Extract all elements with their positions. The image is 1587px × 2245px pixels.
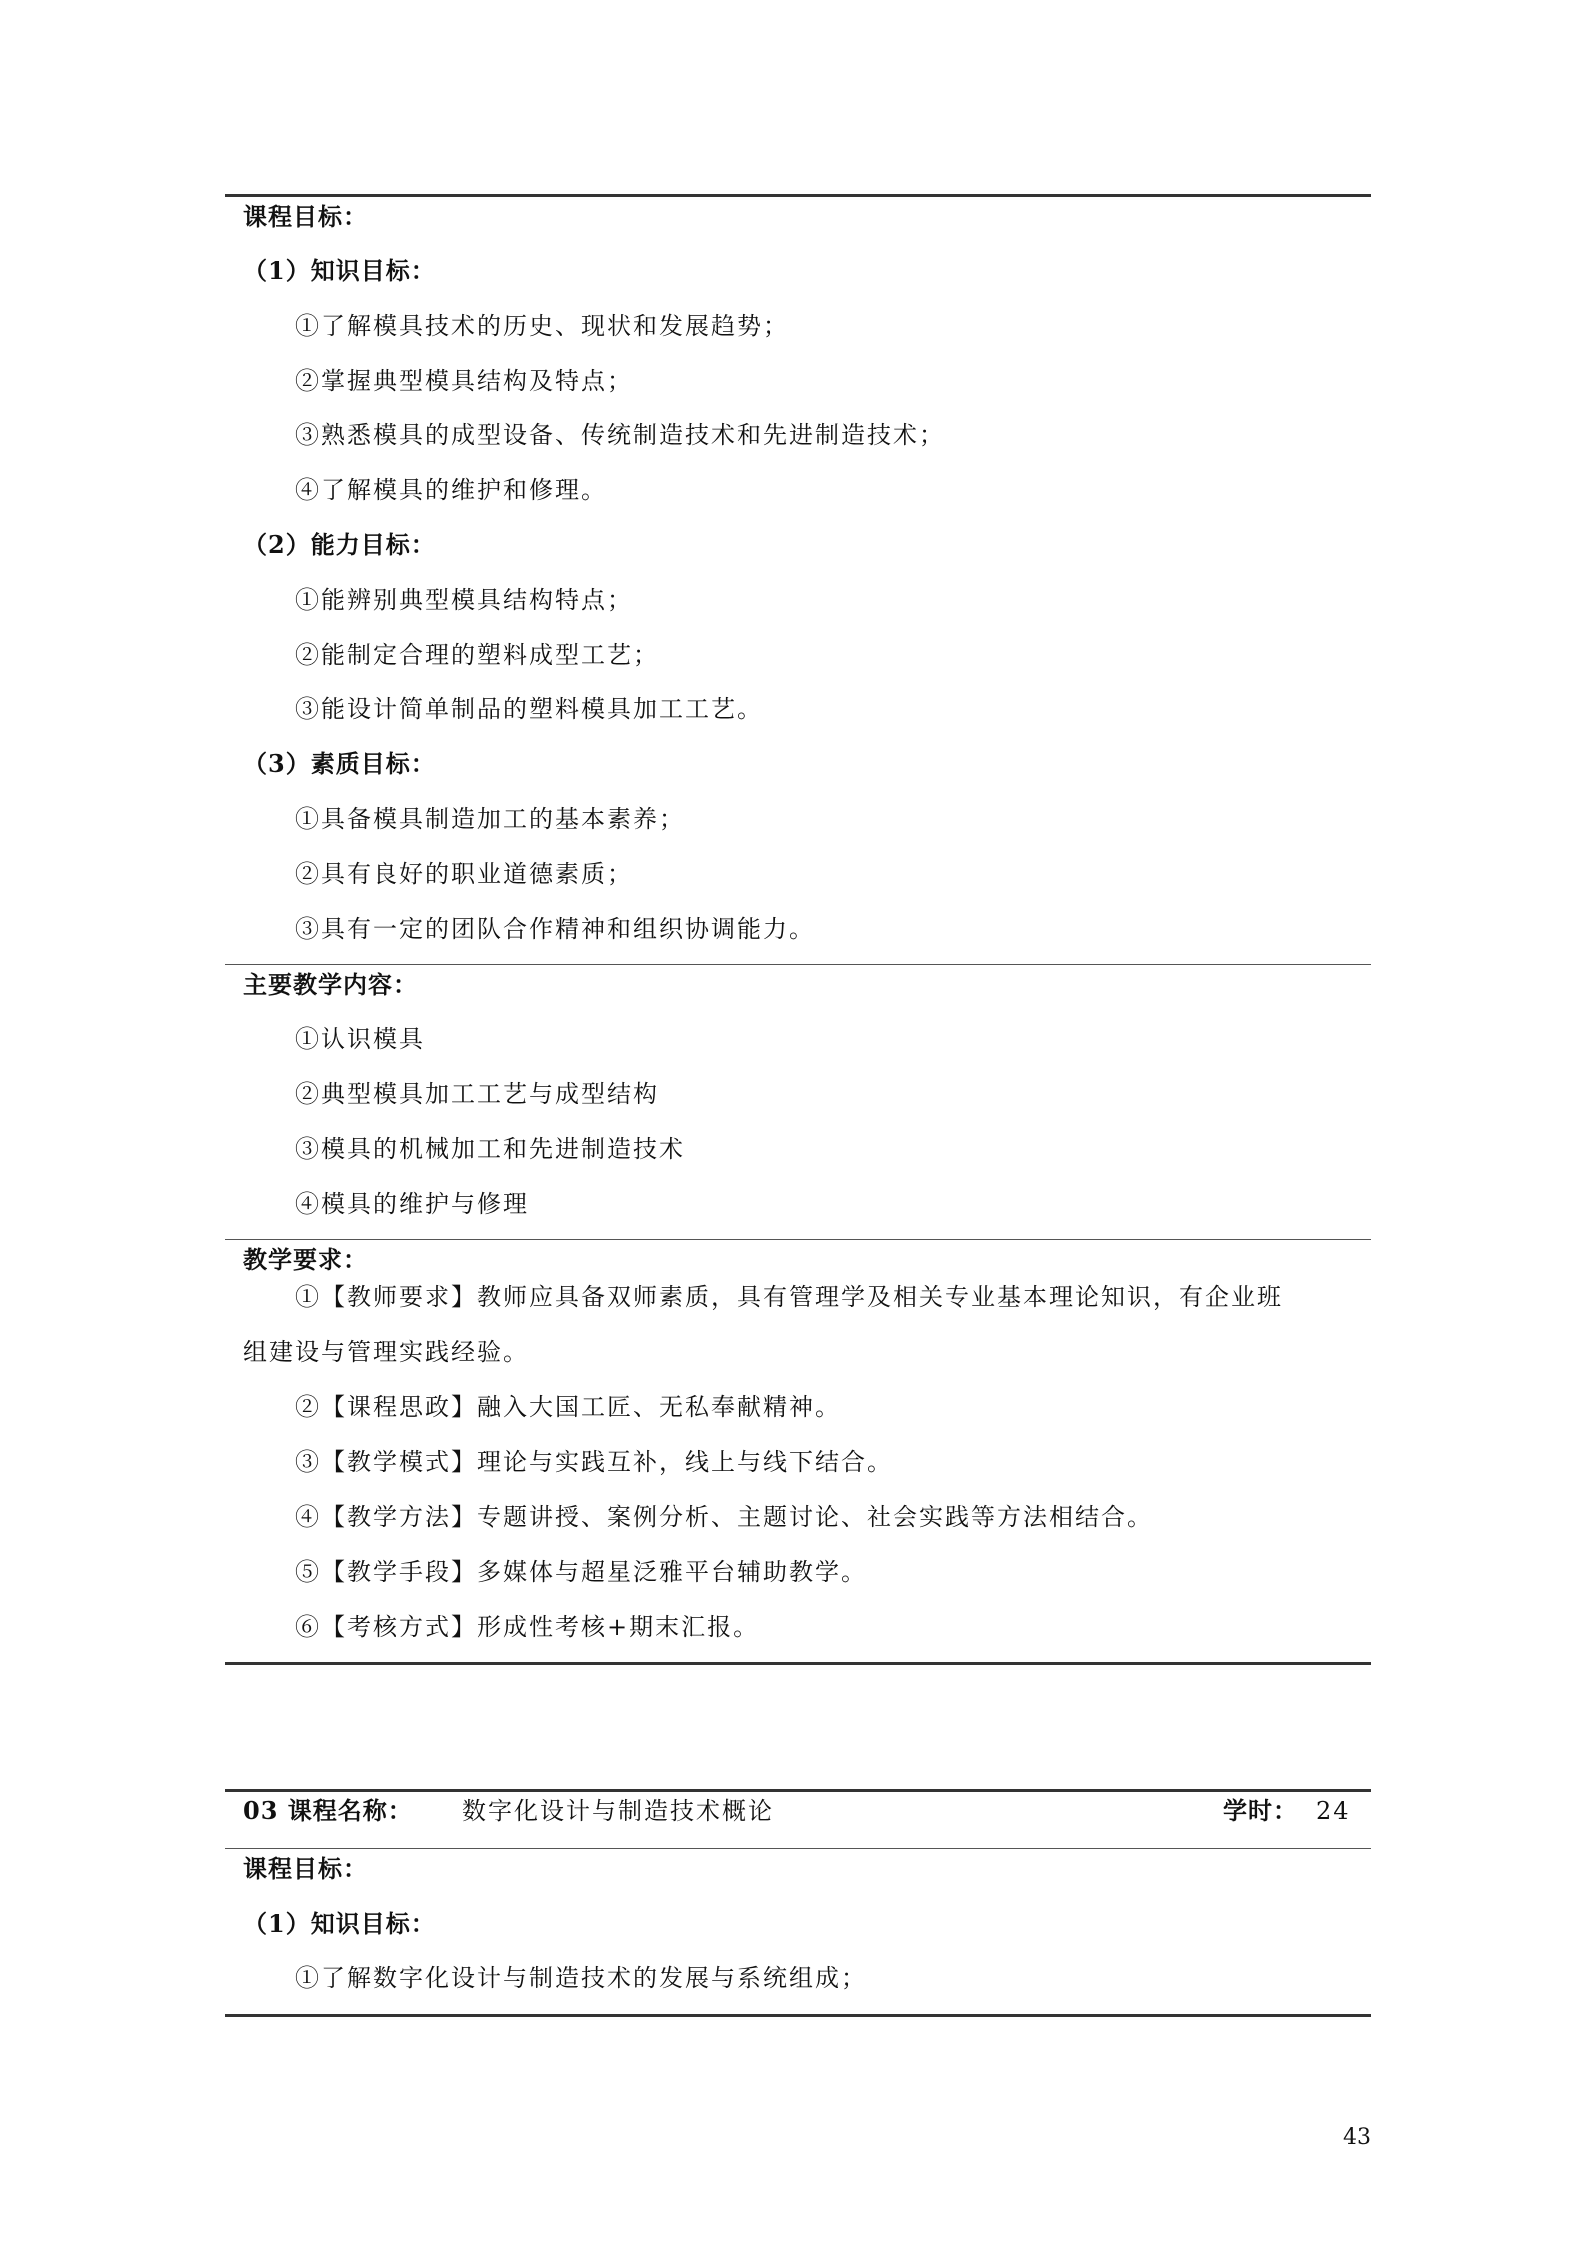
content-item: ③模具的机械加工和先进制造技术 bbox=[295, 1135, 685, 1163]
table-bottom-rule bbox=[225, 2014, 1371, 2017]
knowledge-item: ③熟悉模具的成型设备、传统制造技术和先进制造技术； bbox=[295, 421, 945, 449]
course-name: 数字化设计与制造技术概论 bbox=[462, 1797, 774, 1825]
requirement-item: ⑥【考核方式】形成性考核+期末汇报。 bbox=[295, 1613, 760, 1641]
knowledge-item: ②掌握典型模具结构及特点； bbox=[295, 367, 633, 395]
content-label: 主要教学内容： bbox=[243, 970, 418, 999]
hours-label: 学时： bbox=[1223, 1796, 1298, 1825]
content-item: ④模具的维护与修理 bbox=[295, 1190, 529, 1218]
section-divider bbox=[225, 1848, 1371, 1849]
page-number: 43 bbox=[1343, 2125, 1371, 2150]
requirement-item-continued: 组建设与管理实践经验。 bbox=[243, 1338, 529, 1366]
section-divider bbox=[225, 964, 1371, 965]
hours-value: 24 bbox=[1316, 1797, 1351, 1825]
quality-item: ①具备模具制造加工的基本素养； bbox=[295, 805, 685, 833]
ability-item: ②能制定合理的塑料成型工艺； bbox=[295, 641, 659, 669]
content-item: ①认识模具 bbox=[295, 1025, 425, 1053]
table-bottom-rule bbox=[225, 1662, 1371, 1665]
section-divider bbox=[225, 1239, 1371, 1240]
knowledge-heading: （1）知识目标： bbox=[243, 256, 436, 285]
knowledge-item: ④了解模具的维护和修理。 bbox=[295, 476, 607, 504]
ability-item: ①能辨别典型模具结构特点； bbox=[295, 586, 633, 614]
objectives-label: 课程目标： bbox=[243, 202, 368, 231]
quality-item: ②具有良好的职业道德素质； bbox=[295, 860, 633, 888]
quality-item: ③具有一定的团队合作精神和组织协调能力。 bbox=[295, 915, 815, 943]
ability-item: ③能设计简单制品的塑料模具加工工艺。 bbox=[295, 695, 763, 723]
requirement-item: ②【课程思政】融入大国工匠、无私奉献精神。 bbox=[295, 1393, 841, 1421]
requirements-label: 教学要求： bbox=[243, 1245, 368, 1274]
table-top-rule bbox=[225, 1789, 1371, 1792]
requirement-item: ⑤【教学手段】多媒体与超星泛雅平台辅助教学。 bbox=[295, 1558, 867, 1586]
requirement-item: ①【教师要求】教师应具备双师素质，具有管理学及相关专业基本理论知识，有企业班 bbox=[295, 1283, 1283, 1311]
ability-heading: （2）能力目标： bbox=[243, 530, 436, 559]
requirement-item: ③【教学模式】理论与实践互补，线上与线下结合。 bbox=[295, 1448, 893, 1476]
course-number-label: 03 课程名称： bbox=[243, 1796, 413, 1825]
requirement-item: ④【教学方法】专题讲授、案例分析、主题讨论、社会实践等方法相结合。 bbox=[295, 1503, 1153, 1531]
content-item: ②典型模具加工工艺与成型结构 bbox=[295, 1080, 659, 1108]
quality-heading: （3）素质目标： bbox=[243, 749, 436, 778]
objectives-label: 课程目标： bbox=[243, 1854, 368, 1883]
table-top-rule bbox=[225, 194, 1371, 197]
knowledge-item: ①了解模具技术的历史、现状和发展趋势； bbox=[295, 312, 789, 340]
knowledge-heading: （1）知识目标： bbox=[243, 1909, 436, 1938]
knowledge-item: ①了解数字化设计与制造技术的发展与系统组成； bbox=[295, 1964, 867, 1992]
